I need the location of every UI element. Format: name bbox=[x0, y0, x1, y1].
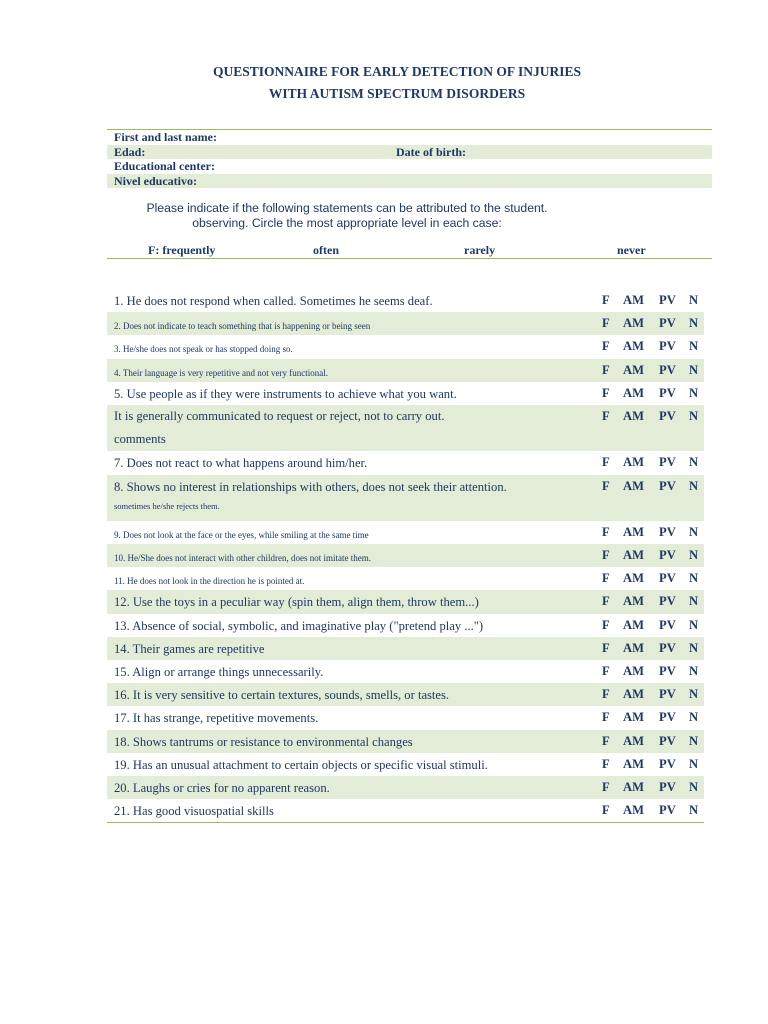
option-pv[interactable]: PV bbox=[659, 455, 676, 470]
option-f[interactable]: F bbox=[602, 756, 610, 771]
option-f[interactable]: F bbox=[602, 733, 610, 748]
legend-often: often bbox=[313, 243, 339, 257]
center-row bbox=[107, 159, 712, 174]
option-n[interactable]: N bbox=[689, 617, 699, 632]
question-text bbox=[114, 455, 594, 471]
question-text bbox=[114, 594, 594, 610]
question-row bbox=[107, 590, 704, 613]
question-text-main: 21. Has good visuospatial skills bbox=[114, 804, 274, 819]
option-f[interactable]: F bbox=[602, 385, 610, 400]
option-n[interactable]: N bbox=[689, 524, 699, 539]
question-text bbox=[114, 573, 594, 589]
option-n[interactable]: N bbox=[689, 339, 699, 354]
question-text bbox=[114, 318, 594, 334]
question-text-main: It is generally communicated to request or reject, not to carry out. bbox=[114, 408, 445, 423]
option-f[interactable]: F bbox=[602, 594, 610, 609]
question-text-main: 3. He/she does not speak or has stopped doing so. bbox=[114, 344, 293, 355]
question-text-main: 1. He does not respond when called. Sometimes he seems deaf. bbox=[114, 294, 433, 308]
question-row bbox=[107, 475, 704, 521]
option-f[interactable]: F bbox=[602, 293, 610, 307]
document-title-line-1: QUESTIONNAIRE FOR EARLY DETECTION OF INJURIES bbox=[213, 64, 581, 79]
question-text-main: 7. Does not react to what happens around him/her. bbox=[114, 456, 368, 471]
instructions-line-2: observing. Circle the most appropriate level in each case: bbox=[192, 216, 502, 230]
question-row bbox=[107, 776, 704, 799]
question-row bbox=[107, 544, 704, 567]
option-f[interactable]: F bbox=[602, 664, 610, 679]
student-info-table bbox=[107, 129, 712, 188]
option-f[interactable]: F bbox=[602, 408, 610, 423]
option-am[interactable]: AM bbox=[623, 293, 644, 307]
response-legend bbox=[107, 243, 712, 259]
question-row bbox=[107, 660, 704, 683]
question-text bbox=[114, 780, 594, 796]
option-f[interactable]: F bbox=[602, 803, 610, 818]
option-pv[interactable]: PV bbox=[659, 293, 676, 307]
question-row bbox=[107, 382, 704, 405]
option-pv[interactable]: PV bbox=[659, 710, 676, 725]
question-text bbox=[114, 527, 594, 543]
question-text-main: 4. Their language is very repetitive and not very functional. bbox=[114, 367, 329, 378]
option-am[interactable]: AM bbox=[623, 524, 644, 539]
option-f[interactable]: F bbox=[602, 524, 610, 539]
option-n[interactable]: N bbox=[689, 640, 699, 655]
dob-label: Date of birth: bbox=[396, 144, 466, 159]
age-label: Edad: bbox=[114, 144, 146, 159]
option-am[interactable]: AM bbox=[623, 710, 644, 725]
question-text bbox=[114, 757, 594, 773]
option-am[interactable]: AM bbox=[623, 408, 644, 423]
question-row bbox=[107, 567, 704, 590]
question-text-continuation: comments bbox=[114, 431, 166, 446]
option-am[interactable]: AM bbox=[623, 571, 644, 586]
questions-table bbox=[107, 289, 704, 823]
document-title-line-2: WITH AUTISM SPECTRUM DISORDERS bbox=[268, 86, 526, 101]
question-text-main: 13. Absence of social, symbolic, and imaginative play ("pretend play ...") bbox=[114, 618, 484, 633]
question-text-main: 12. Use the toys in a peculiar way (spin them, align them, throw them...) bbox=[114, 595, 479, 610]
question-text bbox=[114, 687, 594, 703]
option-f[interactable]: F bbox=[602, 478, 610, 493]
question-text bbox=[114, 341, 594, 357]
level-label: Nivel educativo: bbox=[114, 173, 197, 188]
option-f[interactable]: F bbox=[602, 617, 610, 632]
question-text-main: 11. He does not look in the direction he is pointed at. bbox=[114, 576, 305, 587]
legend-frequently: F: frequently bbox=[148, 243, 216, 257]
question-row bbox=[107, 335, 704, 358]
question-text-main: 16. It is very sensitive to certain textures, sounds, smells, or tastes. bbox=[114, 688, 450, 703]
question-row bbox=[107, 799, 704, 822]
option-n[interactable]: N bbox=[689, 756, 699, 771]
option-pv[interactable]: PV bbox=[659, 362, 676, 377]
option-am[interactable]: AM bbox=[623, 362, 644, 377]
question-text bbox=[114, 479, 594, 517]
question-row bbox=[107, 405, 704, 451]
question-text bbox=[114, 618, 594, 634]
option-am[interactable]: AM bbox=[623, 594, 644, 609]
question-row bbox=[107, 614, 704, 637]
option-am[interactable]: AM bbox=[623, 548, 644, 563]
question-text bbox=[114, 550, 594, 566]
age-dob-row bbox=[107, 145, 712, 160]
question-row bbox=[107, 521, 704, 544]
option-pv[interactable]: PV bbox=[659, 571, 676, 586]
option-f[interactable]: F bbox=[602, 640, 610, 655]
option-am[interactable]: AM bbox=[623, 316, 644, 331]
legend-never: never bbox=[617, 243, 646, 257]
option-pv[interactable]: PV bbox=[659, 548, 676, 563]
question-text bbox=[114, 710, 594, 726]
question-text-main: 14. Their games are repetitive bbox=[114, 641, 265, 656]
option-pv[interactable]: PV bbox=[659, 385, 676, 400]
option-pv[interactable]: PV bbox=[659, 617, 676, 632]
option-pv[interactable]: PV bbox=[659, 316, 676, 331]
option-am[interactable]: AM bbox=[623, 664, 644, 679]
question-row bbox=[107, 706, 704, 729]
option-n[interactable]: N bbox=[689, 710, 699, 725]
question-text-main: 10. He/She does not interact with other children, does not imitate them. bbox=[114, 553, 371, 564]
option-n[interactable]: N bbox=[689, 594, 699, 609]
question-row bbox=[107, 730, 704, 753]
question-text-main: 15. Align or arrange things unnecessarily. bbox=[114, 665, 324, 680]
option-pv[interactable]: PV bbox=[659, 640, 676, 655]
instructions-line-1: Please indicate if the following statements can be attributed to the student. bbox=[146, 201, 548, 215]
option-f[interactable]: F bbox=[602, 779, 610, 794]
option-am[interactable]: AM bbox=[623, 385, 644, 400]
option-pv[interactable]: PV bbox=[659, 687, 676, 702]
option-am[interactable]: AM bbox=[623, 640, 644, 655]
option-n[interactable]: N bbox=[689, 408, 699, 423]
option-n[interactable]: N bbox=[689, 362, 699, 377]
question-text bbox=[114, 664, 594, 680]
option-pv[interactable]: PV bbox=[659, 339, 676, 354]
center-label: Educational center: bbox=[114, 159, 215, 174]
option-pv[interactable]: PV bbox=[659, 779, 676, 794]
option-am[interactable]: AM bbox=[623, 779, 644, 794]
option-pv[interactable]: PV bbox=[659, 594, 676, 609]
option-f[interactable]: F bbox=[602, 316, 610, 331]
question-text-main: 19. Has an unusual attachment to certain objects or specific visual stimuli. bbox=[114, 757, 488, 772]
option-pv[interactable]: PV bbox=[659, 803, 676, 818]
option-n[interactable]: N bbox=[689, 733, 699, 748]
question-text-main: 18. Shows tantrums or resistance to environmental changes bbox=[114, 734, 413, 749]
option-am[interactable]: AM bbox=[623, 478, 644, 493]
option-f[interactable]: F bbox=[602, 548, 610, 563]
question-text-main: 8. Shows no interest in relationships with others, does not seek their attention. bbox=[114, 479, 507, 494]
question-row bbox=[107, 289, 704, 312]
option-f[interactable]: F bbox=[602, 339, 610, 354]
option-am[interactable]: AM bbox=[623, 687, 644, 702]
option-n[interactable]: N bbox=[689, 385, 699, 400]
question-text bbox=[114, 293, 594, 309]
option-n[interactable]: N bbox=[689, 316, 699, 331]
option-am[interactable]: AM bbox=[623, 733, 644, 748]
option-n[interactable]: N bbox=[689, 293, 699, 307]
option-f[interactable]: F bbox=[602, 687, 610, 702]
option-pv[interactable]: PV bbox=[659, 664, 676, 679]
question-row bbox=[107, 451, 704, 474]
question-text-main: 17. It has strange, repetitive movements. bbox=[114, 711, 319, 726]
question-text bbox=[114, 641, 594, 657]
option-pv[interactable]: PV bbox=[659, 756, 676, 771]
option-n[interactable]: N bbox=[689, 571, 699, 586]
question-text-main: 2. Does not indicate to teach something that is happening or being seen bbox=[114, 321, 371, 332]
option-n[interactable]: N bbox=[689, 548, 699, 563]
option-am[interactable]: AM bbox=[623, 455, 644, 470]
question-row bbox=[107, 683, 704, 706]
option-n[interactable]: N bbox=[689, 455, 699, 470]
option-am[interactable]: AM bbox=[623, 756, 644, 771]
option-n[interactable]: N bbox=[689, 803, 699, 818]
option-n[interactable]: N bbox=[689, 478, 699, 493]
option-n[interactable]: N bbox=[689, 779, 699, 794]
option-f[interactable]: F bbox=[602, 455, 610, 470]
question-row bbox=[107, 753, 704, 776]
option-pv[interactable]: PV bbox=[659, 478, 676, 493]
legend-rarely: rarely bbox=[464, 243, 496, 257]
name-label: First and last name: bbox=[114, 130, 217, 144]
option-f[interactable]: F bbox=[602, 362, 610, 377]
name-row bbox=[107, 130, 712, 145]
question-text bbox=[114, 803, 594, 819]
option-f[interactable]: F bbox=[602, 571, 610, 586]
option-am[interactable]: AM bbox=[623, 803, 644, 818]
level-row bbox=[107, 174, 712, 189]
option-pv[interactable]: PV bbox=[659, 408, 676, 423]
question-row bbox=[107, 359, 704, 382]
question-row bbox=[107, 637, 704, 660]
option-pv[interactable]: PV bbox=[659, 733, 676, 748]
option-f[interactable]: F bbox=[602, 710, 610, 725]
question-text bbox=[114, 365, 594, 381]
question-text-main: 20. Laughs or cries for no apparent reason. bbox=[114, 780, 330, 795]
question-text bbox=[114, 405, 594, 451]
question-text-main: 5. Use people as if they were instruments to achieve what you want. bbox=[114, 386, 457, 401]
question-row bbox=[107, 312, 704, 335]
question-text-main: 9. Does not look at the face or the eyes, while smiling at the same time bbox=[114, 529, 369, 540]
option-am[interactable]: AM bbox=[623, 617, 644, 632]
option-n[interactable]: N bbox=[689, 664, 699, 679]
option-pv[interactable]: PV bbox=[659, 524, 676, 539]
question-text bbox=[114, 734, 594, 750]
option-n[interactable]: N bbox=[689, 687, 699, 702]
question-text bbox=[114, 386, 594, 402]
option-am[interactable]: AM bbox=[623, 339, 644, 354]
question-text-continuation: sometimes he/she rejects them. bbox=[114, 500, 220, 511]
